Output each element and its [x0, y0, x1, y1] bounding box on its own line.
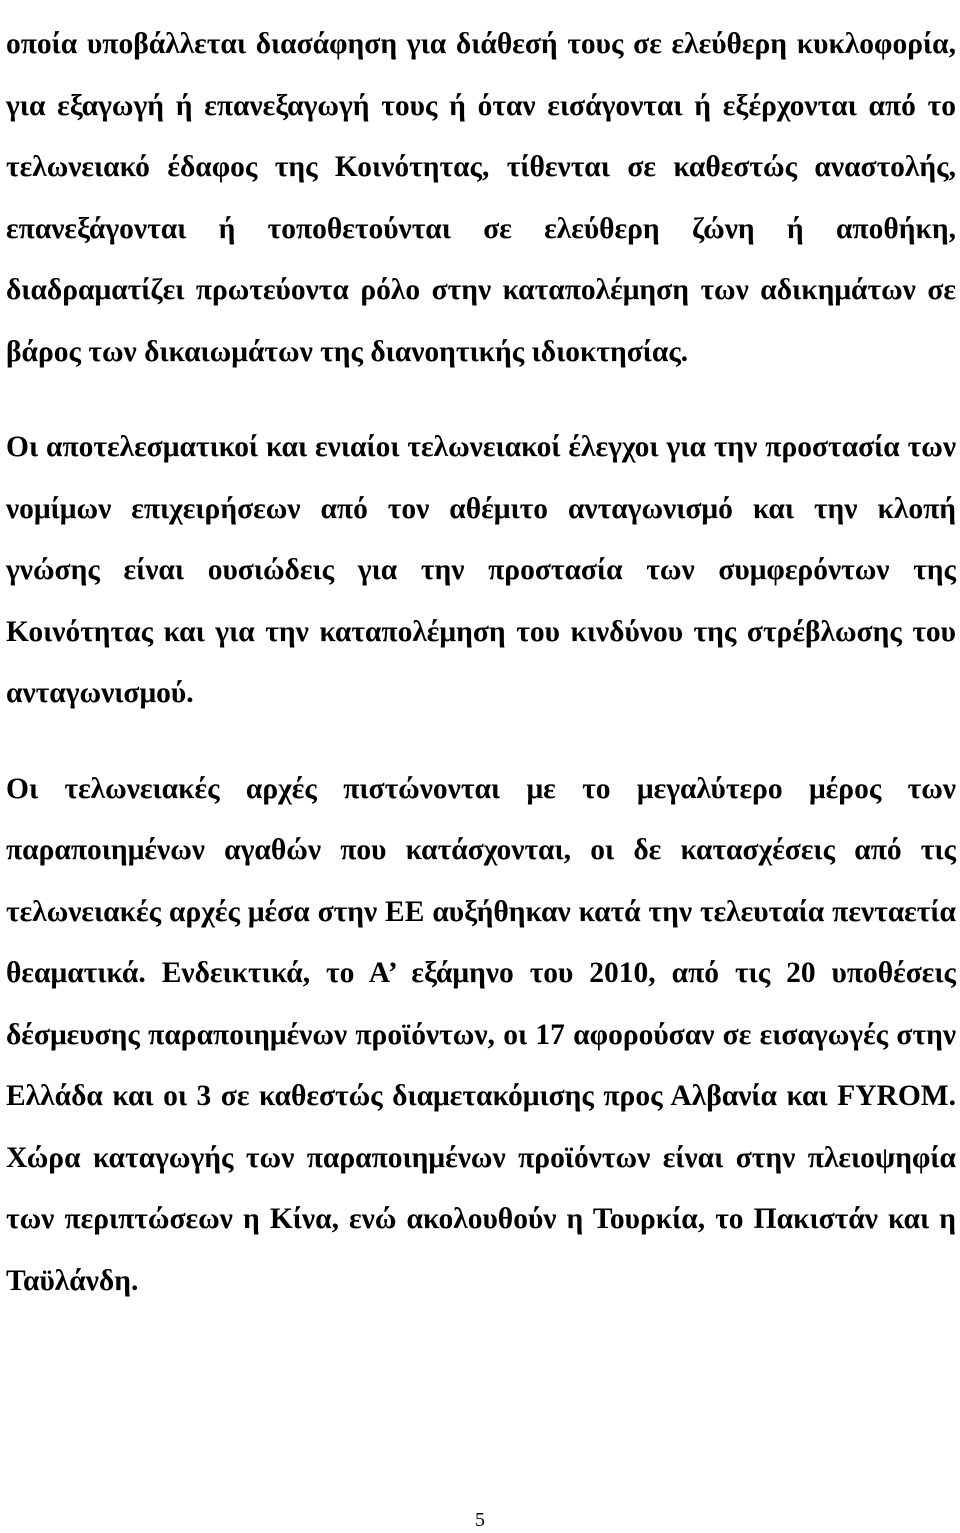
paragraph-2: Οι αποτελεσματικοί και ενιαίοι τελωνειακοί έλεγχοι για την προστασία των νομίμων επιχειρήσεων από τον αθέμιτο ανταγωνισμό και την κλοπή γνώσης είναι ουσιώδεις για την προστασία των συμφερόντων της Κοινότητας και για την καταπολέμηση του κινδύνου της στρέβλωσης του ανταγωνισμού.	[6, 431, 956, 709]
page-number: 5	[475, 1509, 485, 1531]
paragraph-3: Οι τελωνειακές αρχές πιστώνονται με το μεγαλύτερο μέρος των παραποιημένων αγαθών που κατάσχονται, οι δε κατασχέσεις από τις τελωνειακές αρχές μέσα στην ΕΕ αυξήθηκαν κατά την τελευταία πενταετία θεαματικά. Ενδεικτικά, το Α’ εξάμηνο του 2010, από τις 20 υποθέσεις δέσμευσης παραποιημένων προϊόντων, οι 17 αφορούσαν σε εισαγωγές στην Ελλάδα και οι 3 σε καθεστώς διαμετακόμισης προς Αλβανία και FYROM. Χώρα καταγωγής των παραποιημένων προϊόντων είναι στην πλειοψηφία των περιπτώσεων η Κίνα, ενώ ακολουθούν η Τουρκία, το Πακιστάν και η Ταϋλάνδη.	[6, 772, 956, 1297]
paragraph-1: οποία υποβάλλεται διασάφηση για διάθεσή τους σε ελεύθερη κυκλοφορία, για εξαγωγή ή επανεξαγωγή τους ή όταν εισάγονται ή εξέρχονται από το τελωνειακό έδαφος της Κοινότητας, τίθενται σε καθεστώς αναστολής, επανεξάγονται ή τοποθετούνται σε ελεύθερη ζώνη ή αποθήκη, διαδραματίζει πρωτεύοντα ρόλο στην καταπολέμηση των αδικημάτων σε βάρος των δικαιωμάτων της διανοητικής ιδιοκτησίας.	[6, 28, 956, 368]
